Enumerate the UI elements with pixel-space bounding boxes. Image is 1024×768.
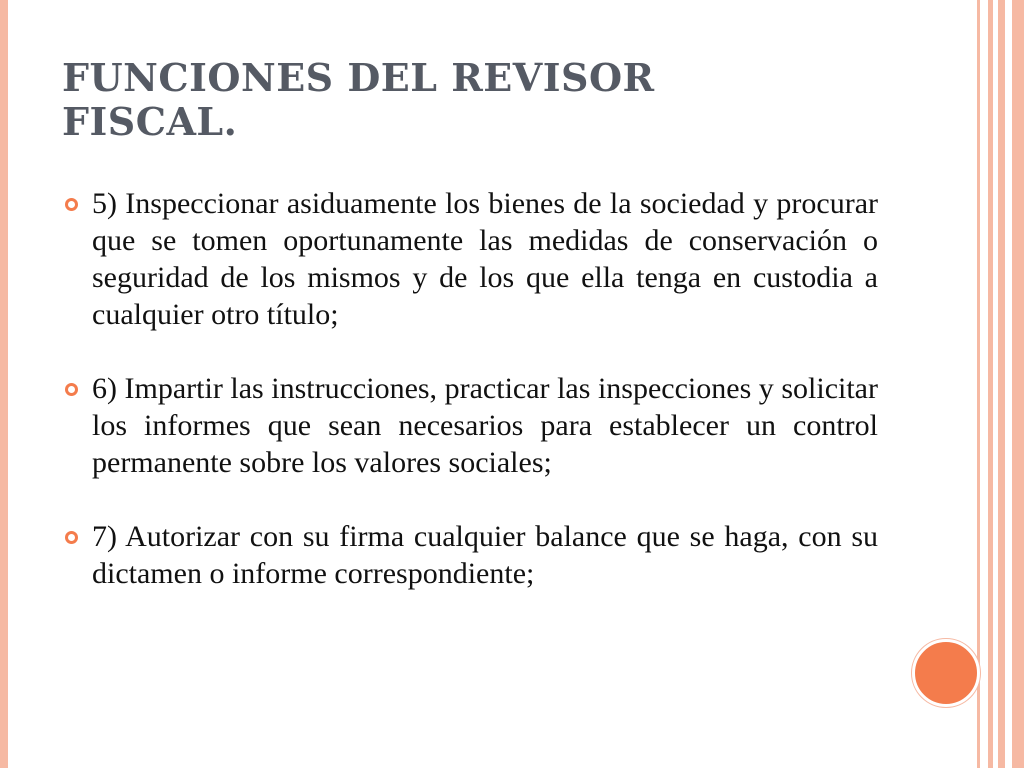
circle-bullet-icon (65, 383, 78, 396)
bullet-text: 5) Inspeccionar asiduamente los bienes de la sociedad y procurar que se tomen oportunamente las medidas de conservación o seguridad de los mismos y de los que ella tenga en custodia a cualquier otro título; (92, 187, 878, 331)
circle-bullet-icon (65, 531, 78, 544)
orange-circle-decoration (912, 639, 980, 707)
bullet-list (62, 185, 878, 592)
bullet-item (62, 518, 878, 592)
circle-bullet-icon (65, 198, 78, 211)
bullet-item (62, 185, 878, 333)
right-stripe-decoration (998, 0, 1005, 768)
right-stripe-decoration (977, 0, 980, 768)
left-border-decoration (0, 0, 8, 768)
slide-title-line: FUNCIONES DEL REVISOR (62, 55, 655, 100)
slide-title-line: FISCAL. (62, 99, 238, 144)
right-stripe-decoration (1012, 0, 1024, 768)
slide-title (62, 56, 782, 144)
bullet-text: 7) Autorizar con su firma cualquier balance que se haga, con su dictamen o informe correspondiente; (92, 520, 878, 590)
right-stripe-decoration (988, 0, 993, 768)
bullet-text: 6) Impartir las instrucciones, practicar las inspecciones y solicitar los informes que sean necesarios para establecer un control permanente sobre los valores sociales; (92, 372, 878, 479)
bullet-item (62, 370, 878, 481)
